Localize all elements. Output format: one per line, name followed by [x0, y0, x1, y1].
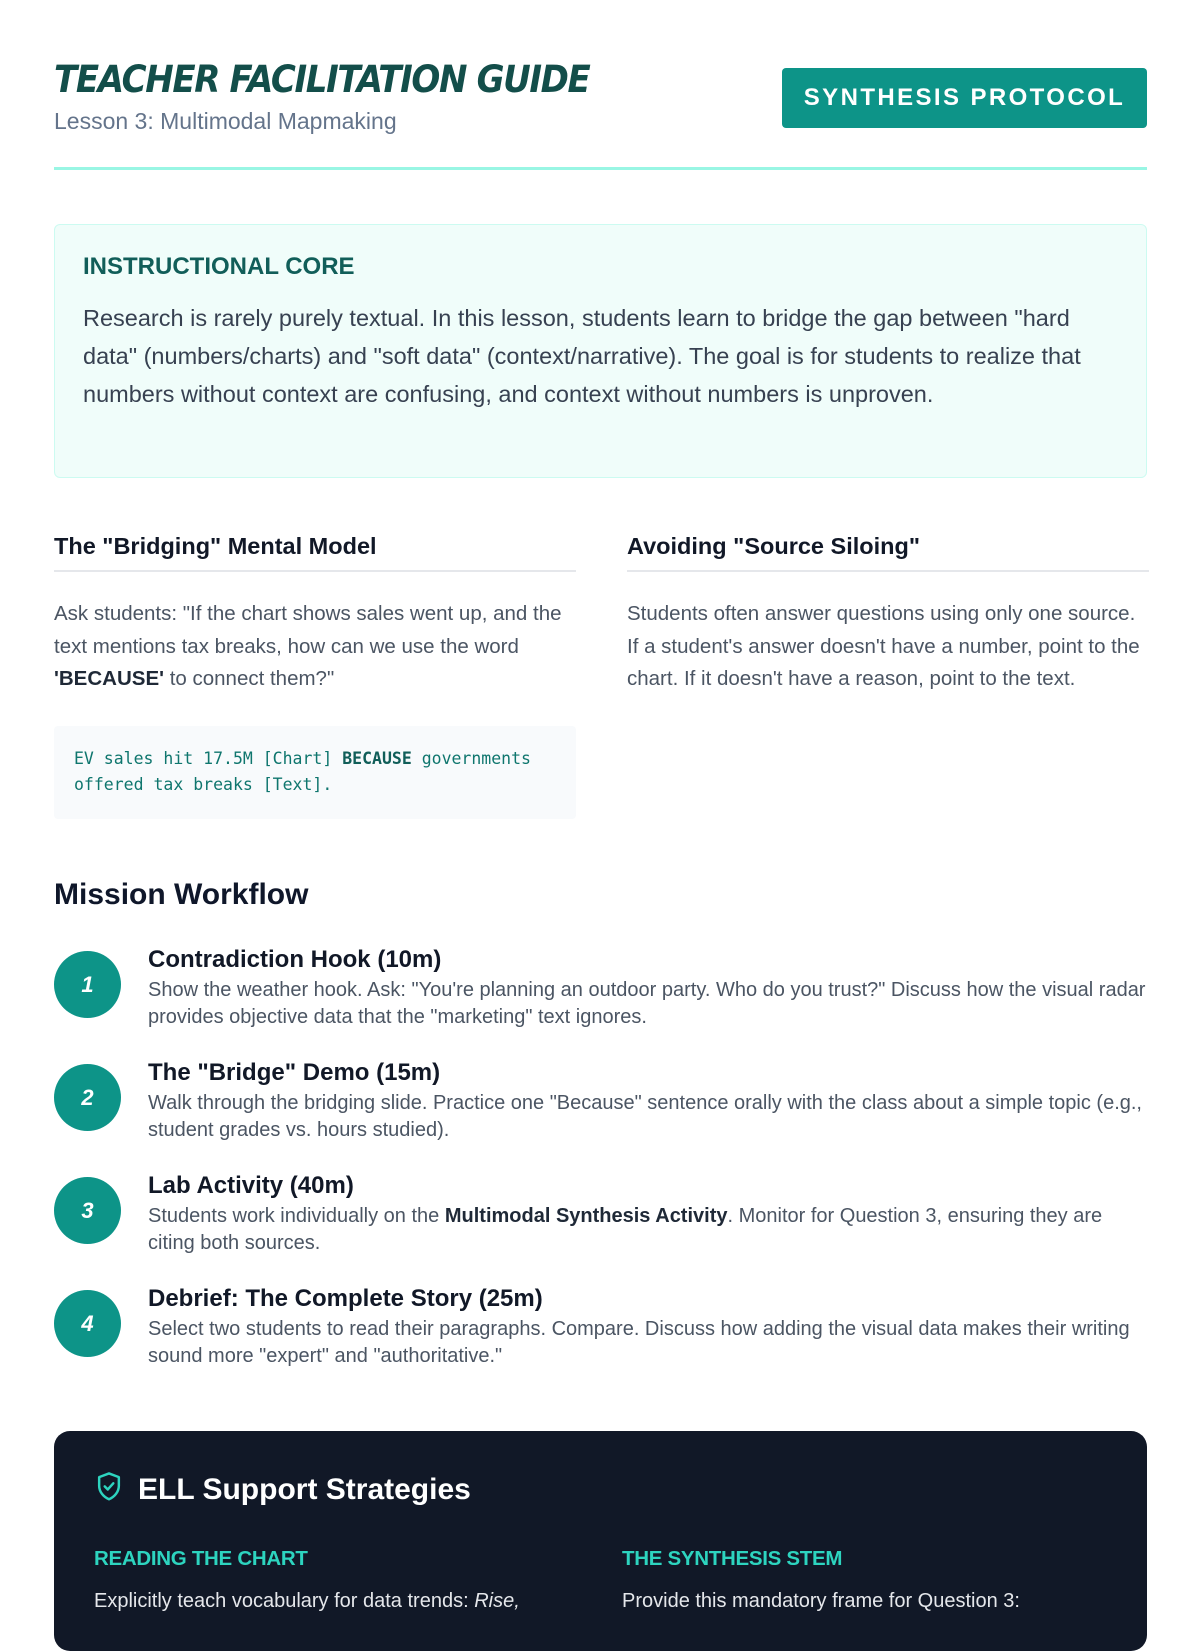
instructional-core-title: INSTRUCTIONAL CORE: [83, 253, 355, 280]
ell-text-part: Explicitly teach vocabulary for data trends:: [94, 1590, 475, 1612]
instructional-core-panel: [54, 224, 1147, 478]
activity-name: Multimodal Synthesis Activity: [444, 1205, 728, 1227]
step-title: Debrief: The Complete Story (25m): [148, 1285, 543, 1312]
bridging-text-part: Ask students: "If the chart shows sales went up, and the text mentions tax breaks, how can we use the word: [54, 602, 562, 658]
bridging-title: The "Bridging" Mental Model: [54, 533, 576, 572]
step-description: Walk through the bridging slide. Practice one "Because" sentence orally with the class about a simple topic (e.g., student grades vs. hours studied).: [148, 1092, 1142, 1141]
page-title: TEACHER FACILITATION GUIDE: [54, 58, 590, 101]
step-title: Lab Activity (40m): [148, 1172, 354, 1199]
ell-synthesis-stem-text: Provide this mandatory frame for Question 3:: [622, 1590, 1020, 1612]
example-code-block: [54, 726, 576, 819]
trend-vocab-word: Rise,: [474, 1590, 520, 1612]
step-title: The "Bridge" Demo (15m): [148, 1059, 441, 1086]
ell-reading-chart-text: [94, 1587, 574, 1615]
ell-reading-chart: [94, 1547, 574, 1615]
code-part: EV sales hit 17.5M [Chart]: [74, 748, 343, 768]
step-description-part: Students work individually on the: [148, 1205, 445, 1227]
lesson-subtitle: Lesson 3: Multimodal Mapmaking: [54, 108, 397, 134]
ell-synthesis-stem-title: THE SYNTHESIS STEM: [622, 1547, 843, 1570]
ell-synthesis-stem: [622, 1547, 1102, 1615]
step-body: [148, 1169, 1147, 1257]
instructional-core-text: Research is rarely purely textual. In this lesson, students learn to bridge the gap between "hard data" (numbers/charts) and "soft data" (context/narrative). The goal is for students to realize that numbers without context are confusing, and context without numbers is unproven.: [83, 305, 1081, 407]
step-number-badge: 4: [54, 1290, 121, 1357]
bridging-text: [54, 598, 576, 696]
step-number-badge: 2: [54, 1064, 121, 1131]
step-title: Contradiction Hook (10m): [148, 946, 442, 973]
because-keyword: 'BECAUSE': [54, 667, 164, 690]
ell-header: [94, 1471, 1107, 1508]
shield-check-icon: [94, 1471, 124, 1508]
ell-support-panel: [54, 1431, 1147, 1651]
step-description: [148, 1203, 1147, 1257]
step-number-badge: 3: [54, 1177, 121, 1244]
step-description-part: . Monitor for Question 3, ensuring they are citing both sources.: [148, 1205, 1103, 1254]
code-part: governments offered tax breaks [Text].: [74, 748, 531, 794]
page-header: [54, 56, 1147, 170]
bridging-section: [54, 533, 576, 819]
ell-title: ELL Support Strategies: [138, 1472, 471, 1506]
step-body: [148, 1056, 1147, 1144]
step-body: [148, 943, 1147, 1031]
step-description: Show the weather hook. Ask: "You're planning an outdoor party. Who do you trust?" Discuss how the visual radar provides objective data that the "marketing" text ignores.: [148, 979, 1146, 1028]
siloing-text: Students often answer questions using only one source. If a student's answer doesn't have a number, point to the chart. If it doesn't have a reason, point to the text.: [627, 602, 1140, 690]
bridging-text-part: to connect them?": [164, 667, 335, 690]
siloing-title: Avoiding "Source Siloing": [627, 533, 1149, 572]
siloing-section: [627, 533, 1149, 696]
step-description: Select two students to read their paragraphs. Compare. Discuss how adding the visual data makes their writing sound more "expert" and "authoritative.": [148, 1318, 1130, 1367]
code-because-keyword: BECAUSE: [342, 748, 412, 768]
ell-reading-chart-title: READING THE CHART: [94, 1547, 308, 1570]
mission-workflow-title: Mission Workflow: [54, 878, 309, 911]
step-body: [148, 1282, 1147, 1370]
synthesis-protocol-badge: SYNTHESIS PROTOCOL: [782, 68, 1147, 128]
step-number-badge: 1: [54, 951, 121, 1018]
